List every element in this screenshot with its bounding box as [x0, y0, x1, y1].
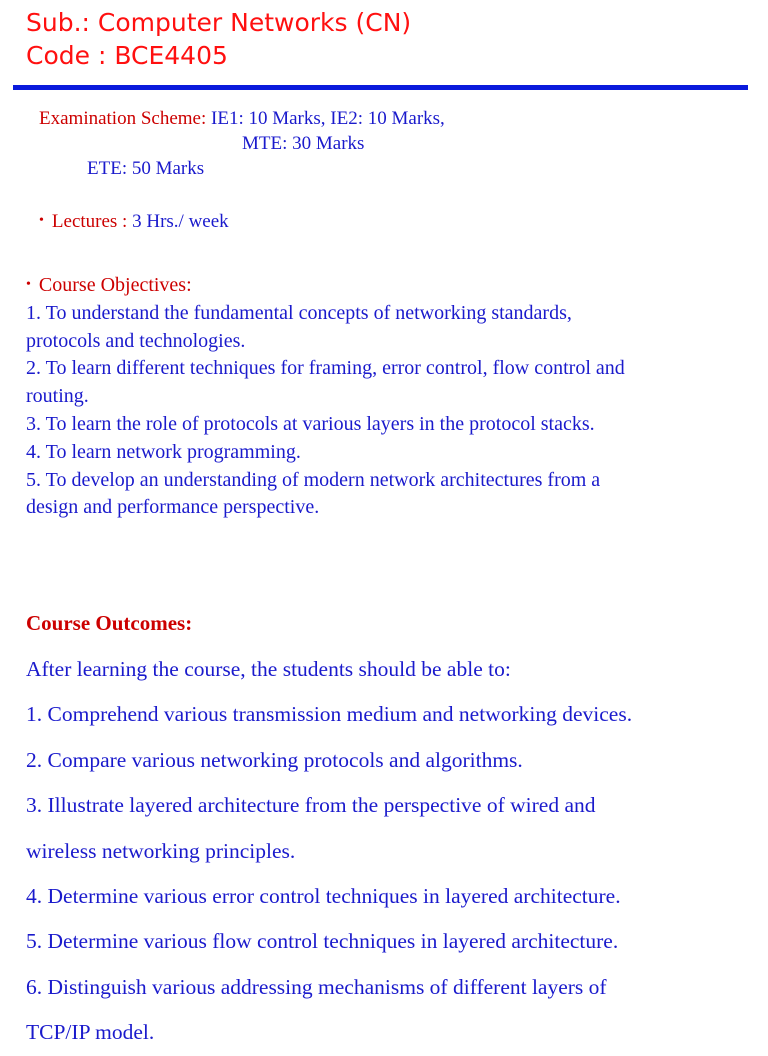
- outcomes-title: Course Outcomes:: [26, 611, 193, 635]
- slide-header: [26, 6, 411, 72]
- header-divider: [13, 85, 748, 90]
- objective-line: 5. To develop an understanding of modern network architectures from a: [26, 468, 601, 491]
- bullet-icon: •: [39, 213, 44, 228]
- bullet-icon: •: [26, 277, 31, 292]
- objective-line: 2. To learn different techniques for framing, error control, flow control and: [26, 357, 625, 380]
- outcome-line: TCP/IP model.: [26, 1020, 155, 1045]
- objective-line: 4. To learn network programming.: [26, 440, 301, 463]
- lectures-value: 3 Hrs./ week: [132, 211, 229, 232]
- outcome-line: 5. Determine various flow control techniques in layered architecture.: [26, 929, 619, 954]
- exam-scheme-ie-marks: IE1: 10 Marks, IE2: 10 Marks,: [211, 108, 445, 129]
- objectives-title-line: [26, 271, 746, 300]
- outcome-line: 3. Illustrate layered architecture from the perspective of wired and: [26, 793, 596, 818]
- lectures-label: Lectures :: [51, 211, 133, 232]
- exam-scheme-label: Examination Scheme:: [39, 108, 212, 129]
- course-objectives: [26, 271, 746, 522]
- objective-line: 1. To understand the fundamental concepts of networking standards,: [26, 301, 572, 324]
- exam-scheme-mte: MTE: 30 Marks: [242, 133, 365, 154]
- exam-scheme-line-1: [39, 106, 445, 131]
- course-outcomes: [26, 647, 756, 1056]
- course-code: Code : BCE4405: [26, 41, 228, 70]
- objective-line: 3. To learn the role of protocols at various layers in the protocol stacks.: [26, 412, 595, 435]
- outcome-line: After learning the course, the students should be able to:: [26, 657, 511, 681]
- outcome-line: 1. Comprehend various transmission medium and networking devices.: [26, 702, 633, 727]
- subject-title: Sub.: Computer Networks (CN): [26, 8, 412, 37]
- objective-line: protocols and technologies.: [26, 329, 246, 352]
- exam-scheme-ete: ETE: 50 Marks: [87, 158, 205, 179]
- outcome-line: 6. Distinguish various addressing mechanisms of different layers of: [26, 974, 607, 999]
- objective-line: routing.: [26, 385, 89, 408]
- outcome-line: 2. Compare various networking protocols and algorithms.: [26, 747, 523, 772]
- objectives-title: Course Objectives:: [38, 274, 192, 296]
- objective-line: design and performance perspective.: [26, 496, 320, 519]
- outcome-line: wireless networking principles.: [26, 838, 296, 863]
- outcome-line: 4. Determine various error control techniques in layered architecture.: [26, 884, 621, 909]
- lectures-line: [39, 208, 229, 234]
